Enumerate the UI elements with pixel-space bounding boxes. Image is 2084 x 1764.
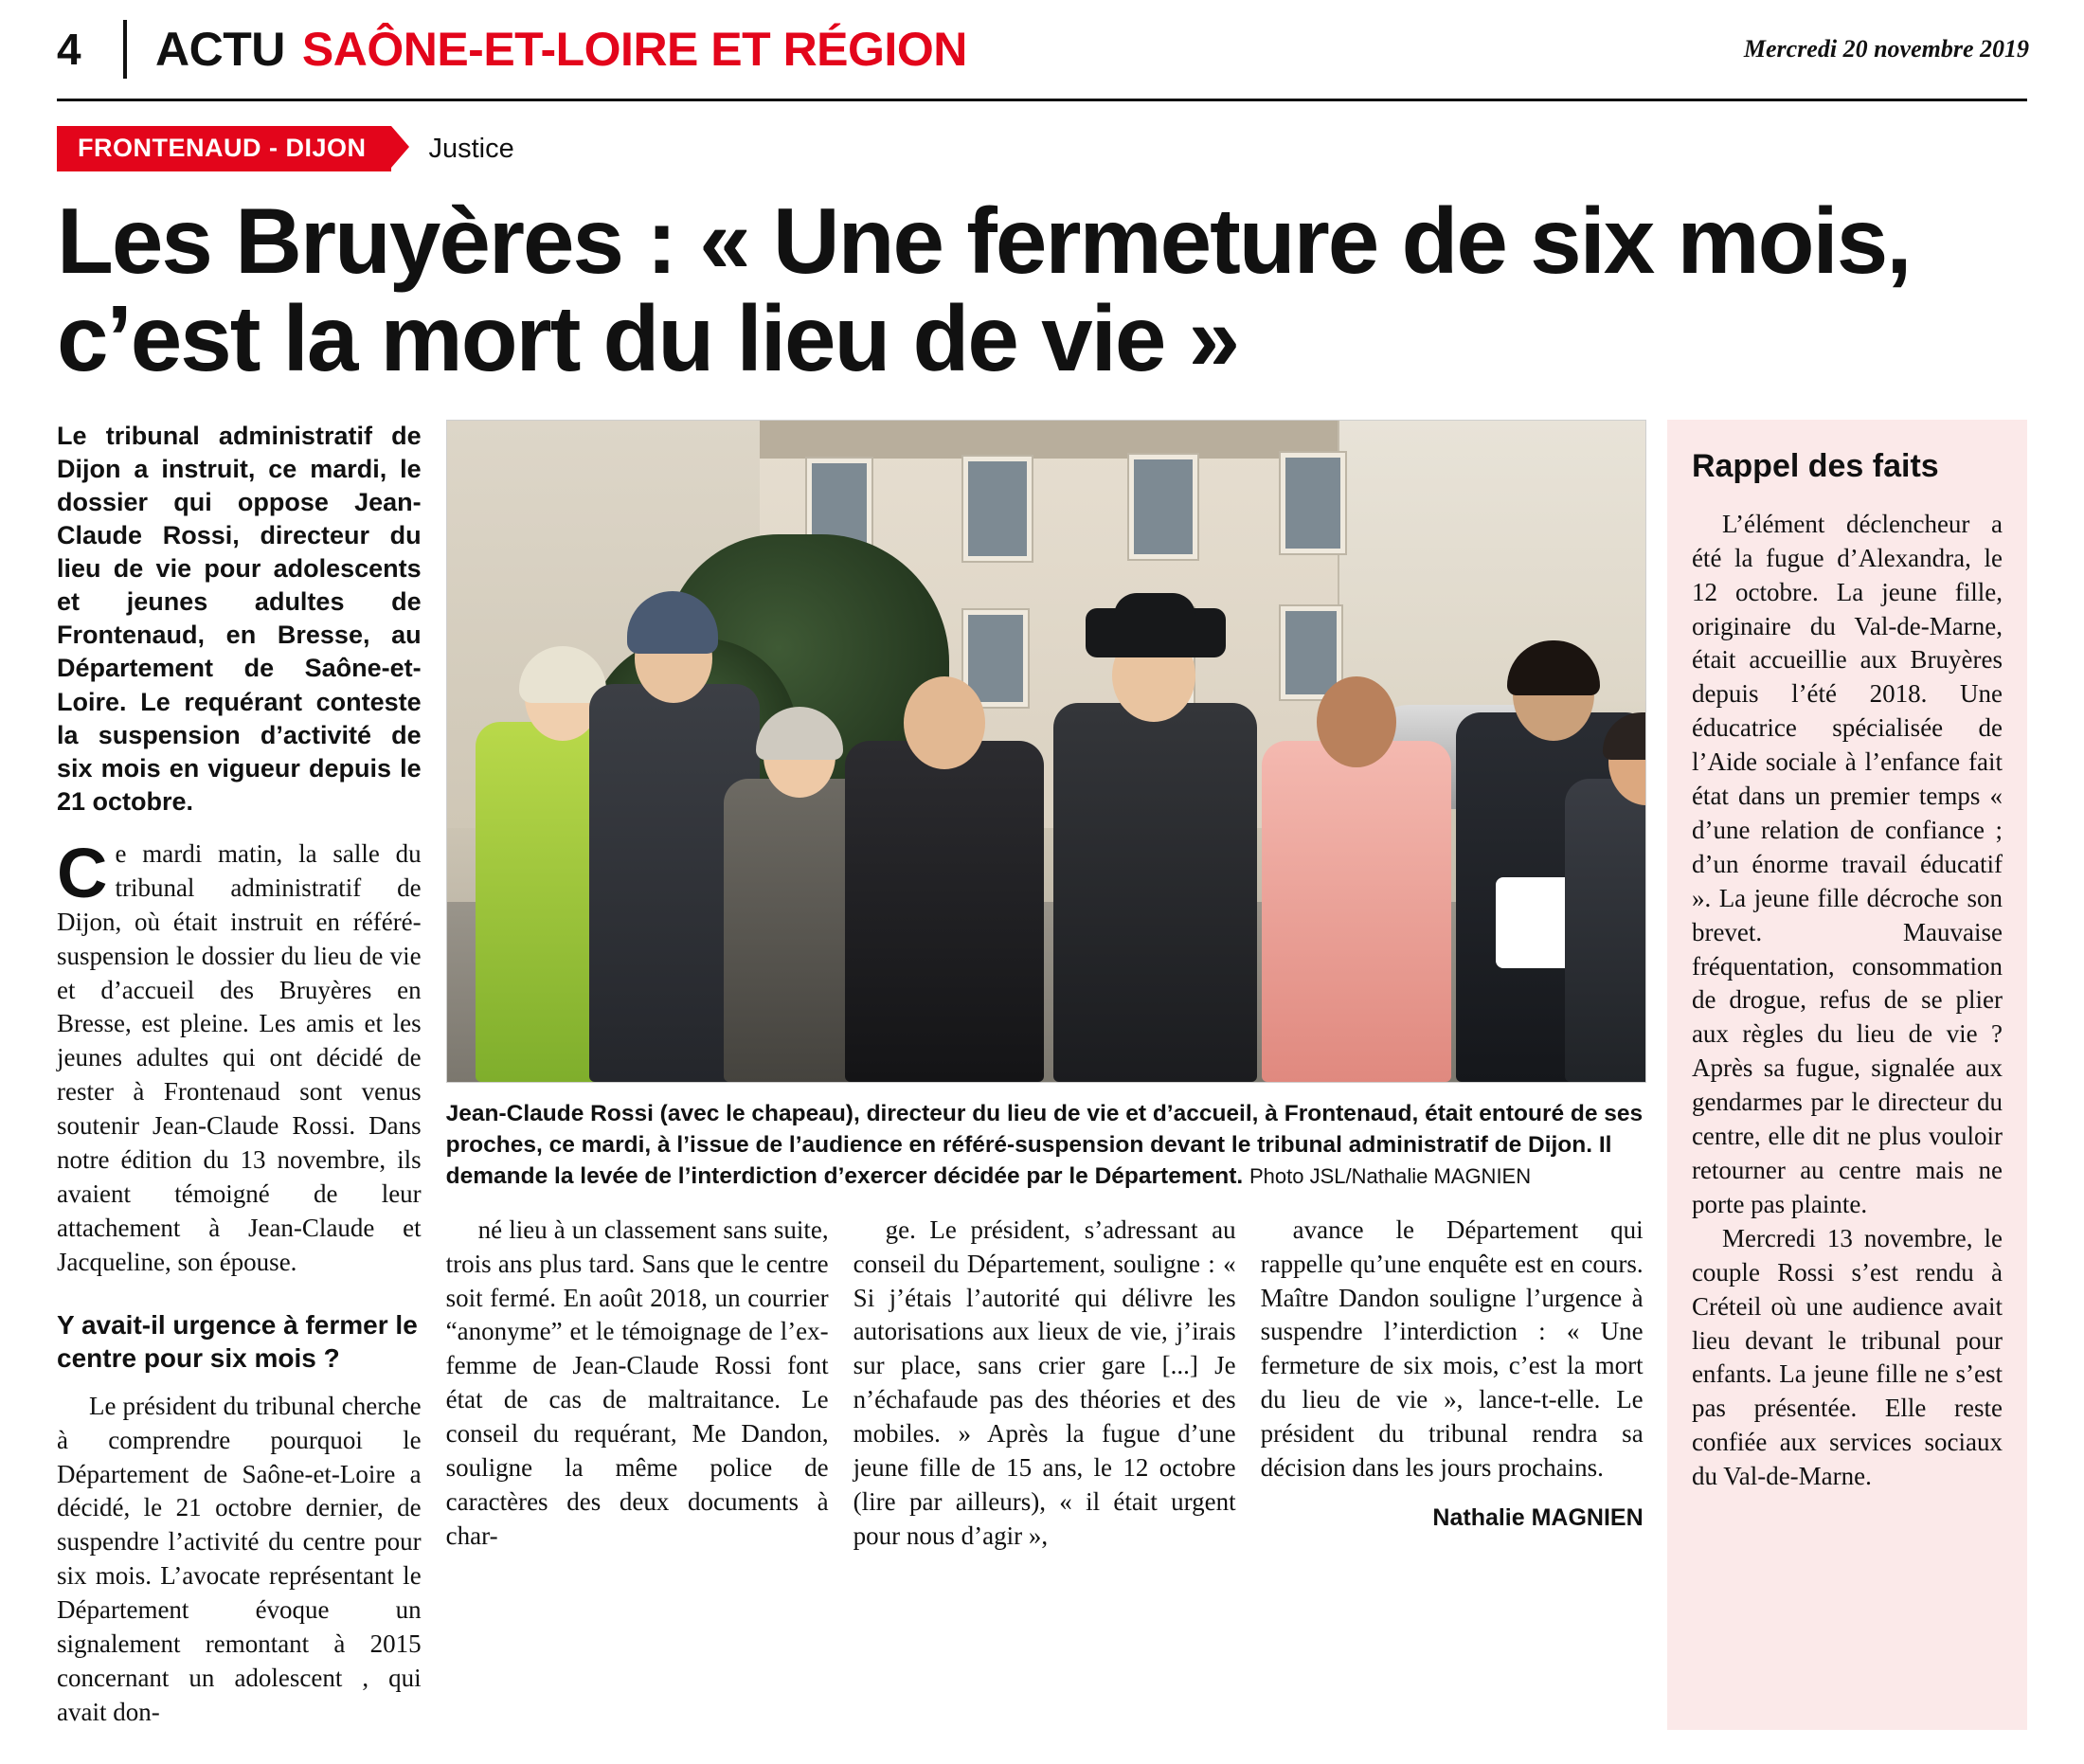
page-number: 4 — [57, 25, 81, 74]
masthead-rule — [57, 99, 2027, 101]
photo-window — [1281, 453, 1345, 553]
masthead-actu-label: ACTU — [155, 23, 285, 76]
photo-caption — [446, 1098, 1646, 1193]
kicker-rubric: Justice — [428, 133, 514, 164]
caption-text: Jean-Claude Rossi (avec le chapeau), directeur du lieu de vie et d’accueil, à Frontenaud, était entouré de ses proches, ce mardi, à l’issue de l’audience en référé-suspension devant le tribunal administratif de Dijon. Il demande la levée de l’interdiction d’exercer décidée par le Département. — [445, 1100, 1644, 1190]
masthead-divider — [123, 20, 127, 79]
photo-credit: Photo JSL/Nathalie MAGNIEN — [1249, 1164, 1532, 1189]
article-body — [57, 420, 2027, 1730]
paragraph: avance le Département qui rappelle qu’une enquête est en cours. Maître Dandon souligne l’urgence à suspendre l’interdiction : « Une fermeture de six mois, c’est la mort du lieu de vie », lance-t-elle. Le président du tribunal rendra sa décision dans les jours prochains. — [1260, 1215, 1644, 1483]
sidebar-title: Rappel des faits — [1691, 447, 1939, 484]
standfirst: Le tribunal administratif de Dijon a instruit, ce mardi, le dossier qui oppose Jean-Claude Rossi, directeur du lieu de vie pour adolescents et jeunes adultes de Frontenaud, en Bresse, au Département de Saône-et-Loire. Le requérant conteste la suspension d’activité de six mois en vigueur depuis le 21 octobre. — [57, 421, 422, 816]
paragraph: ge. Le président, s’adressant au conseil du Département, souligne : « Si j’étais l’autorité qui délivre les autorisations aux lieux de vie, j’irais sur place, sans crier gare [...] Je n’échafaude pas des théories et des mobiles. » Après la fugue d’une jeune fille de 15 ans, le 12 octobre (lire par ailleurs), « il était urgent pour nous d’agir », — [853, 1215, 1236, 1550]
masthead-section-label: SAÔNE-ET-LOIRE ET RÉGION — [301, 23, 967, 76]
sidebar-body — [1692, 508, 2003, 1494]
photo-roof — [760, 421, 1338, 459]
photo-hat-crown — [1114, 593, 1195, 637]
page-title: Les Bruyères : « Une fermeture de six mois, c’est la mort du lieu de vie » — [57, 189, 1911, 390]
kicker-location-flag: FRONTENAUD - DIJON — [57, 126, 391, 171]
photo-person — [1565, 684, 1646, 1082]
body-columns — [446, 1214, 1646, 1554]
paragraph: né lieu à un classement sans suite, trois ans plus tard. Sans que le centre soit fermé. En août 2018, un courrier “anonyme” et le témoignage de l’ex-femme de Jean-Claude Rossi font état de cas de maltraitance. Le conseil du requérant, Me Dandon, souligne la même police de caractères des deux documents à char- — [445, 1215, 829, 1550]
center-column — [446, 420, 1667, 1730]
lead-column — [57, 420, 446, 1730]
photo-window — [1129, 455, 1197, 559]
body-column-1 — [57, 1390, 422, 1730]
drop-cap: C — [57, 833, 108, 912]
photo-window — [963, 457, 1032, 561]
lead-text: e mardi matin, la salle du tribunal administratif de Dijon, où était instruit en référé-suspension le dossier du lieu de vie et d’accueil des Bruyères en Bresse, est pleine. Les amis et les jeunes adultes qui ont décidé de rester à Frontenaud sont venus soutenir Jean-Claude Rossi. Dans notre édition du 13 novembre, ils avaient témoigné de leur attachement à Jean-Claude et Jacqueline, son épouse. — [57, 838, 422, 1276]
photo-person — [1262, 637, 1451, 1082]
masthead-date: Mercredi 20 novembre 2019 — [1743, 35, 2029, 63]
body-column-2 — [446, 1214, 829, 1554]
sidebar-paragraph: Mercredi 13 novembre, le couple Rossi s’est rendu à Créteil où une audience avait lieu devant le tribunal pour enfants. La jeune fille ne s’est pas présentée. Elle reste confiée aux services sociaux du Val-de-Marne. — [1691, 1223, 2003, 1491]
sidebar-rappel-des-faits — [1667, 420, 2027, 1730]
paragraph: Le président du tribunal cherche à comprendre pourquoi le Département de Saône-et-Loire a décidé, le 21 octobre dernier, de suspendre l’activité du centre pour six mois. L’avocate représentant le Département évoque un signalement remontant à 2015 concernant un adolescent , qui avait don- — [57, 1391, 422, 1726]
article-photo — [446, 420, 1646, 1083]
section-subhead: Y avait-il urgence à fermer le centre pour six mois ? — [57, 1309, 418, 1373]
photo-person — [845, 637, 1044, 1082]
lead-paragraph — [57, 833, 422, 1280]
body-column-4 — [1261, 1214, 1644, 1554]
byline: Nathalie MAGNIEN — [1432, 1503, 1644, 1531]
masthead — [28, 0, 2056, 99]
body-column-3 — [853, 1214, 1236, 1554]
photo-person-rossi — [1053, 589, 1257, 1082]
sidebar-paragraph: L’élément déclencheur a été la fugue d’Alexandra, le 12 octobre. La jeune fille, originaire du Val-de-Marne, était accueillie aux Bruyères depuis l’été 2018. Une éducatrice spécialisée de l’Aide sociale à l’enfance fait état dans un premier temps « d’une relation de confiance ; d’un énorme travail éducatif ». La jeune fille décroche son brevet. Mauvaise fréquentation, consommation de drogue, refus de se plier aux règles du lieu de vie ? Après sa fugue, signalée aux gendarmes par le directeur du centre, elle dit ne plus vouloir retourner au centre mais ne porte pas plainte. — [1691, 509, 2003, 1218]
kicker — [57, 126, 2056, 171]
